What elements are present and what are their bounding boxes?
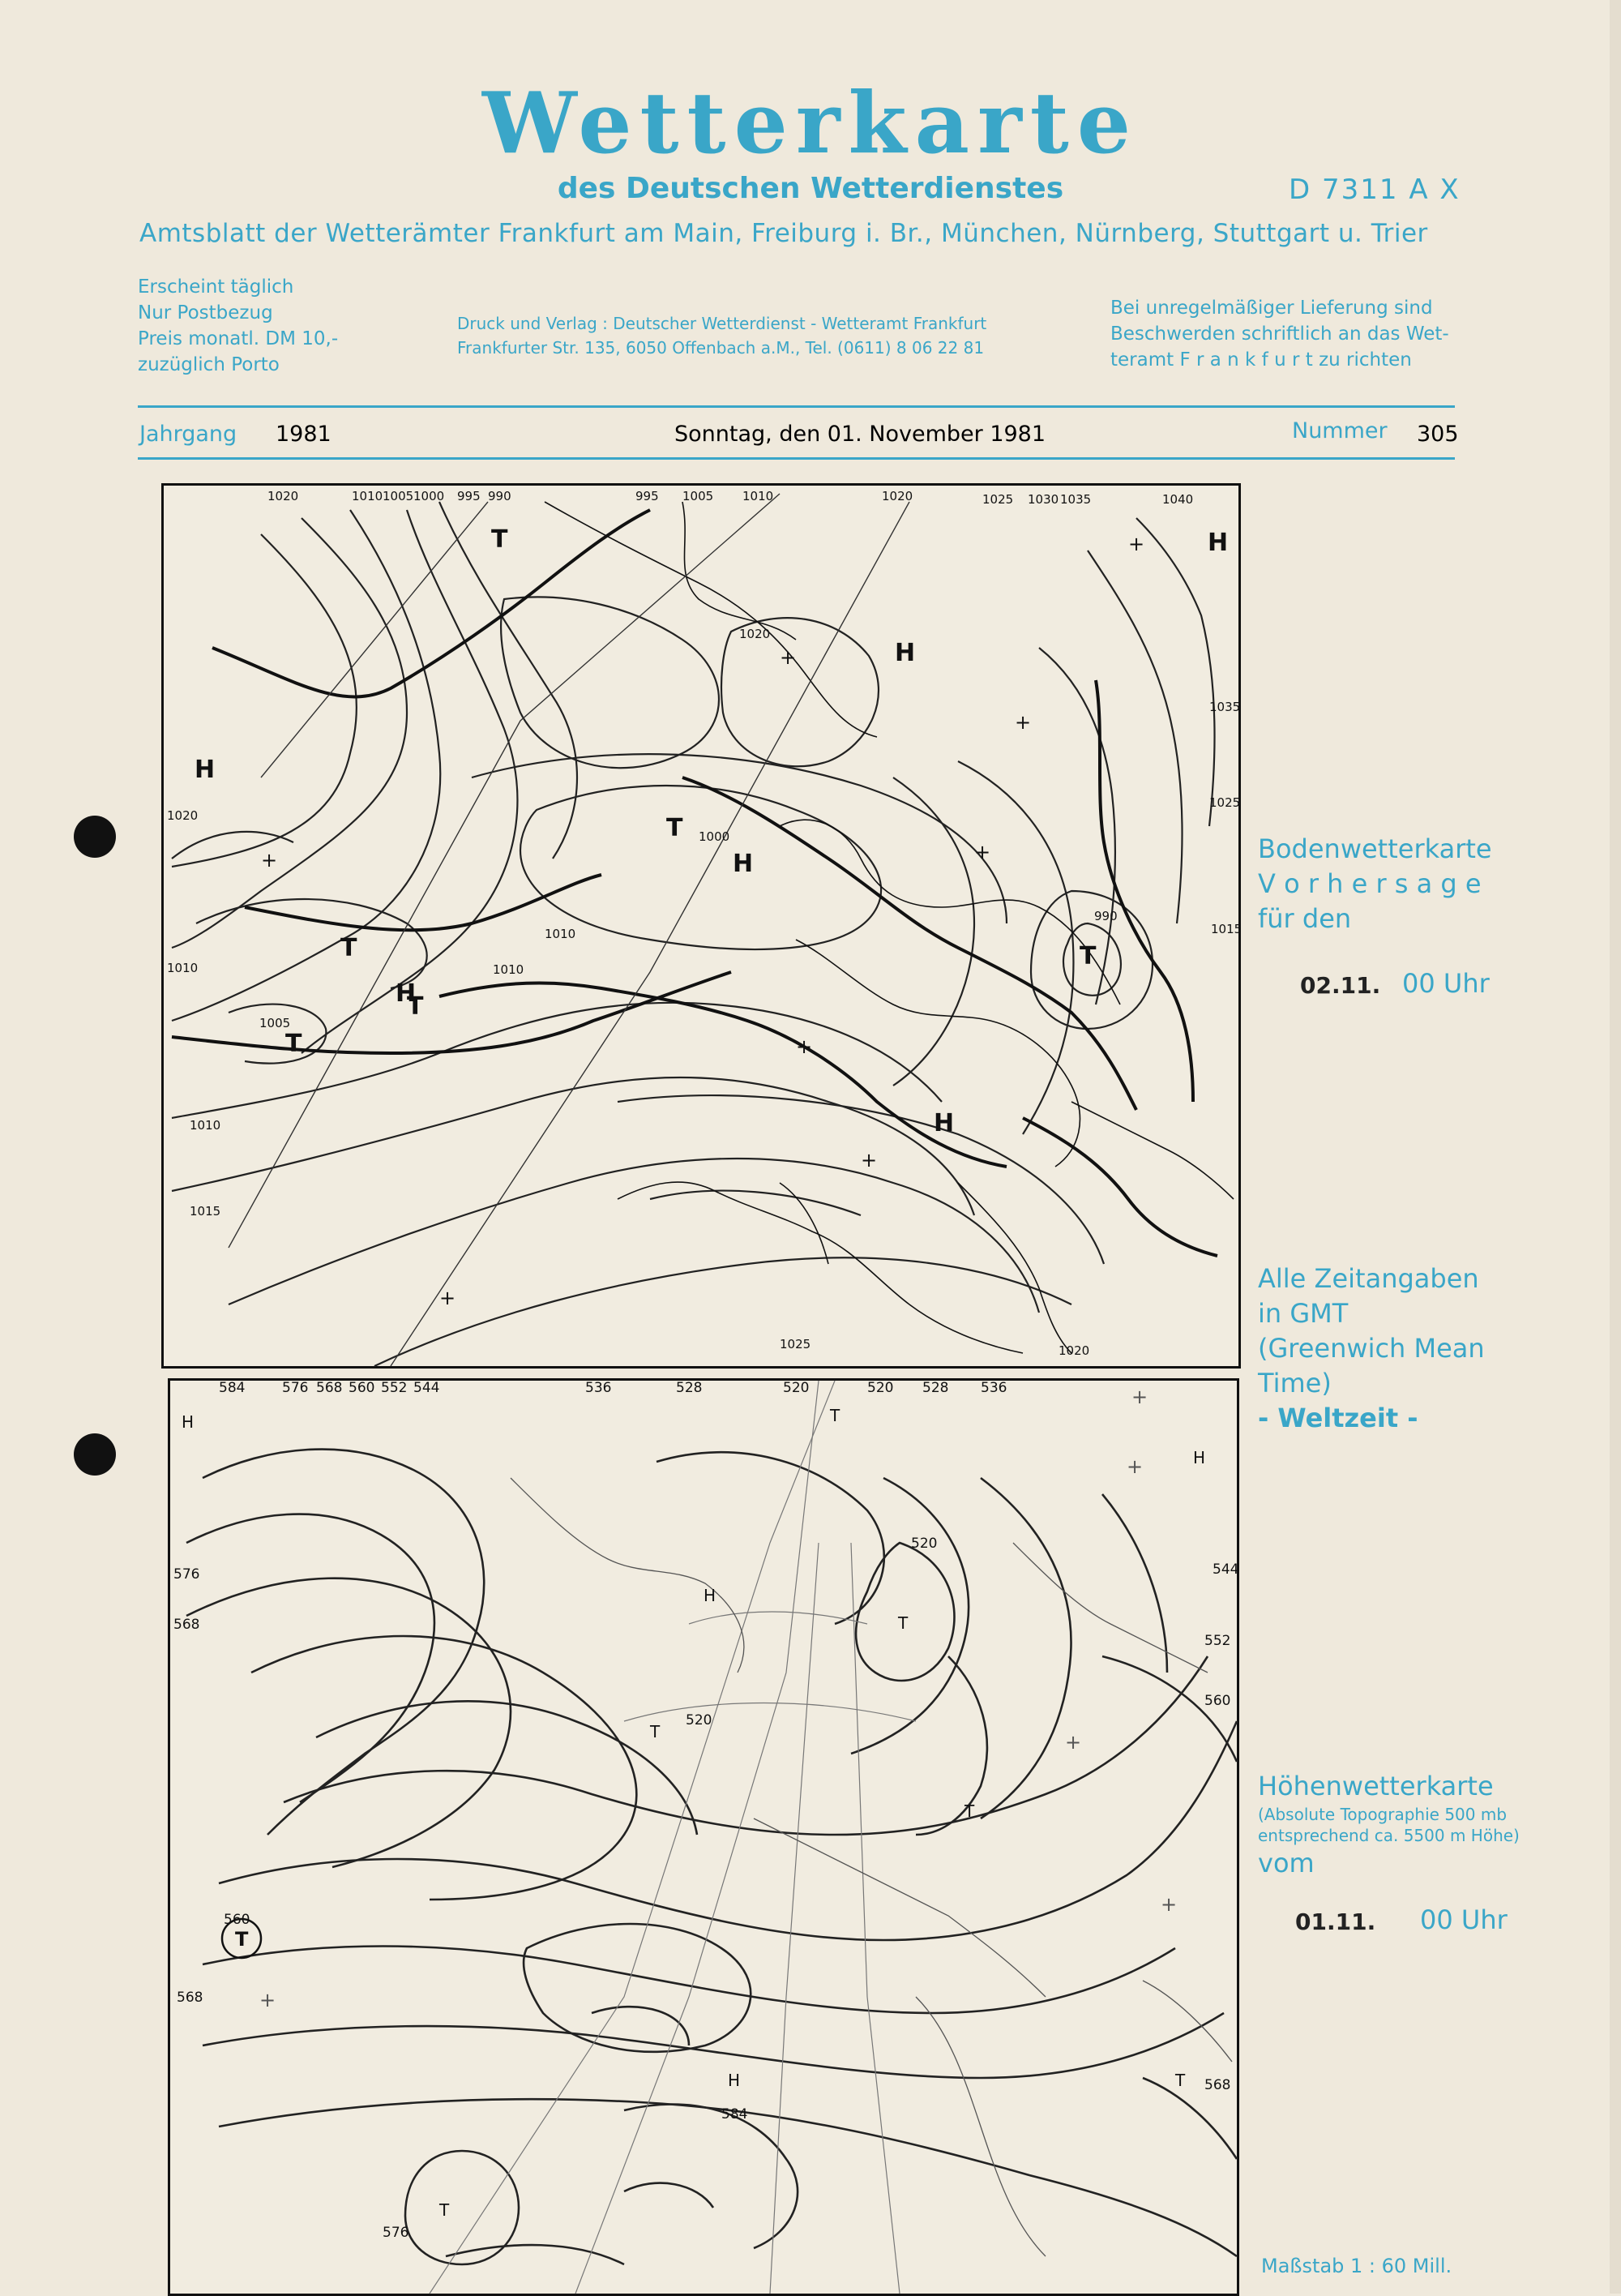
high-pressure-center: H (1208, 529, 1229, 557)
surface-map-drawing (164, 486, 1242, 1366)
contour-label: 568 (177, 1990, 203, 2006)
publisher-info (457, 311, 986, 360)
time-note-line: Time) (1258, 1368, 1332, 1399)
isobar-label: 1035 (1209, 700, 1241, 714)
time-note-line: in GMT (1258, 1298, 1349, 1329)
contour-label: 560 (1204, 1693, 1231, 1709)
isobar-label: 1035 (1060, 492, 1092, 507)
high-pressure-center: H (895, 639, 916, 667)
low-pressure-center: T (666, 814, 683, 842)
isobar-label: 990 (1094, 909, 1118, 923)
contour-label: 536 (981, 1380, 1007, 1396)
isobar-label: 1010 (742, 489, 774, 503)
isobar-label: 995 (457, 489, 481, 503)
publisher-line: Frankfurter Str. 135, 6050 Offenbach a.M., Tel. (0611) 8 06 22 81 (457, 338, 985, 358)
subscription-info (138, 274, 338, 378)
isobar-label: 1040 (1162, 492, 1194, 507)
upper-map-date: 01.11. (1295, 1908, 1376, 1935)
contour-label: 536 (585, 1380, 612, 1396)
header-rule-bottom (138, 457, 1455, 460)
high-center: H (1193, 1448, 1206, 1467)
newspaper-title: Wetterkarte (482, 73, 1139, 173)
isobar-label: 1015 (190, 1204, 221, 1219)
high-pressure-center: H (934, 1109, 955, 1137)
high-center: H (728, 2071, 741, 2090)
high-marker: + (439, 1287, 456, 1309)
isobar-label: 1010 (545, 927, 576, 941)
time-note-line: Alle Zeitangaben (1258, 1263, 1479, 1294)
high-marker: + (974, 841, 991, 863)
isobar-label: 1005 (259, 1016, 291, 1030)
high-marker: + (780, 646, 797, 669)
punch-hole (74, 1433, 116, 1476)
contour-label: 528 (922, 1380, 949, 1396)
time-note-line: (Greenwich Mean (1258, 1333, 1485, 1364)
high-pressure-center: H (733, 850, 754, 878)
isobar-label: 1010 (493, 962, 524, 977)
info-line: Erscheint täglich (138, 276, 294, 298)
caption-small-line: entsprechend ca. 5500 m Höhe) (1258, 1826, 1520, 1845)
isobar-label: 1010 (352, 489, 383, 503)
high-marker: + (1015, 711, 1032, 734)
isobar-label: 1015 (1211, 922, 1242, 936)
surface-map-caption (1258, 832, 1492, 936)
complaints-line: Bei unregelmäßiger Lieferung sind (1110, 298, 1433, 319)
cross-marker: + (1127, 1455, 1144, 1478)
contour-label: 544 (1213, 1561, 1239, 1578)
caption-line: für den (1258, 903, 1352, 934)
isobar-label: 1010 (190, 1118, 221, 1133)
isobar-label: 1000 (413, 489, 445, 503)
complaints-line: Beschwerden schriftlich an das Wet- (1110, 323, 1449, 345)
contour-label: 584 (219, 1380, 246, 1396)
map-scale: Maßstab 1 : 60 Mill. (1261, 2255, 1452, 2277)
svg-text:T: T (235, 1928, 249, 1951)
info-line: Nur Postbezug (138, 302, 273, 323)
year-value: 1981 (276, 422, 331, 447)
contour-label: 552 (1204, 1633, 1231, 1649)
surface-map-time: 00 Uhr (1402, 968, 1490, 999)
isobar-label: 1000 (699, 829, 730, 844)
contour-label: 568 (173, 1617, 200, 1633)
header-rule-top (138, 405, 1455, 408)
complaints-line: teramt F r a n k f u r t zu richten (1110, 349, 1412, 371)
low-center: T (964, 1801, 975, 1821)
low-pressure-center: T (285, 1030, 302, 1058)
high-marker: + (1128, 533, 1145, 555)
caption-line: Bodenwetterkarte (1258, 833, 1492, 864)
low-center: T (650, 1722, 661, 1741)
isobar-label: 1020 (739, 627, 771, 641)
contour-label: 520 (911, 1536, 938, 1552)
high-pressure-center: H (195, 756, 216, 784)
info-line: Preis monatl. DM 10,- (138, 328, 339, 349)
subtitle: des Deutschen Wetterdienstes (557, 172, 1064, 205)
page-edge (1610, 0, 1621, 2294)
high-center: H (704, 1586, 716, 1605)
isobar-label: 1010 (167, 961, 199, 975)
isobar-label: 990 (488, 489, 511, 503)
isobar-label: 1020 (882, 489, 913, 503)
contour-label: 576 (383, 2225, 409, 2241)
caption-small-line: (Absolute Topographie 500 mb (1258, 1805, 1508, 1824)
contour-label: 520 (783, 1380, 810, 1396)
cross-marker: + (259, 1989, 276, 2011)
low-pressure-center: T (1080, 942, 1097, 970)
punch-hole (74, 816, 116, 858)
cross-marker: + (1065, 1731, 1082, 1754)
contour-label: 584 (721, 2106, 748, 2123)
low-center: T (898, 1613, 909, 1633)
number-label: Nummer (1292, 418, 1388, 443)
caption-title: Höhenwetterkarte (1258, 1771, 1494, 1801)
contour-label: 520 (867, 1380, 894, 1396)
contour-label: 568 (316, 1380, 343, 1396)
info-line: zuzüglich Porto (138, 354, 280, 375)
publisher-line: Druck und Verlag : Deutscher Wetterdienst - Wetteramt Frankfurt (457, 314, 987, 333)
contour-label: 520 (686, 1712, 712, 1728)
isobar-label: 1025 (780, 1337, 811, 1351)
time-note (1258, 1262, 1485, 1436)
isobar-label: 1020 (267, 489, 299, 503)
high-pressure-center: H (396, 979, 417, 1008)
caption-line: V o r h e r s a g e (1258, 868, 1482, 899)
low-center: T (830, 1406, 840, 1425)
postal-code: D 7311 A X (1289, 173, 1461, 206)
low-pressure-center: T (407, 992, 424, 1021)
isobar-label: 1020 (1059, 1343, 1090, 1358)
issue-number: 305 (1417, 422, 1459, 447)
contour-label: 552 (381, 1380, 408, 1396)
high-marker: + (261, 849, 278, 872)
isobar-label: 1030 (1028, 492, 1059, 507)
contour-label: 576 (173, 1566, 200, 1583)
high-marker: + (796, 1035, 813, 1058)
weltzeit-note: - Weltzeit - (1258, 1403, 1418, 1433)
contour-label: 560 (349, 1380, 375, 1396)
surface-weather-map (161, 483, 1241, 1369)
isobar-label: 1005 (383, 489, 414, 503)
upper-map-drawing (170, 1381, 1237, 2294)
contour-label: 560 (224, 1912, 250, 1928)
low-pressure-center: T (340, 934, 357, 962)
office-line: Amtsblatt der Wetterämter Frankfurt am Main, Freiburg i. Br., München, Nürnberg, Stuttgart u. Trier (139, 219, 1428, 248)
upper-map-caption (1258, 1769, 1520, 1881)
high-marker: + (861, 1149, 878, 1172)
isobar-label: 1025 (982, 492, 1014, 507)
isobar-label: 1020 (167, 808, 199, 823)
high-center: H (182, 1412, 195, 1432)
caption-vom: vom (1258, 1848, 1315, 1878)
isobar-label: 1005 (682, 489, 714, 503)
surface-map-date: 02.11. (1300, 972, 1381, 999)
contour-label: 568 (1204, 2077, 1231, 2093)
closed-contour (624, 2183, 713, 2208)
low-center: T (439, 2200, 450, 2220)
contour-label: 576 (282, 1380, 309, 1396)
upper-map-time: 00 Uhr (1420, 1904, 1508, 1935)
cross-marker: + (1131, 1386, 1148, 1408)
low-pressure-center: T (491, 525, 508, 554)
isobar-label: 1025 (1209, 795, 1241, 810)
year-label: Jahrgang (139, 422, 237, 447)
complaints-info (1110, 295, 1449, 373)
contour-label: 528 (676, 1380, 703, 1396)
cross-marker: + (1161, 1893, 1178, 1916)
low-center: T (1175, 2071, 1186, 2090)
isobar-label: 995 (635, 489, 659, 503)
issue-date: Sonntag, den 01. November 1981 (674, 422, 1046, 447)
upper-air-map (168, 1378, 1239, 2296)
contour-label: 544 (413, 1380, 440, 1396)
